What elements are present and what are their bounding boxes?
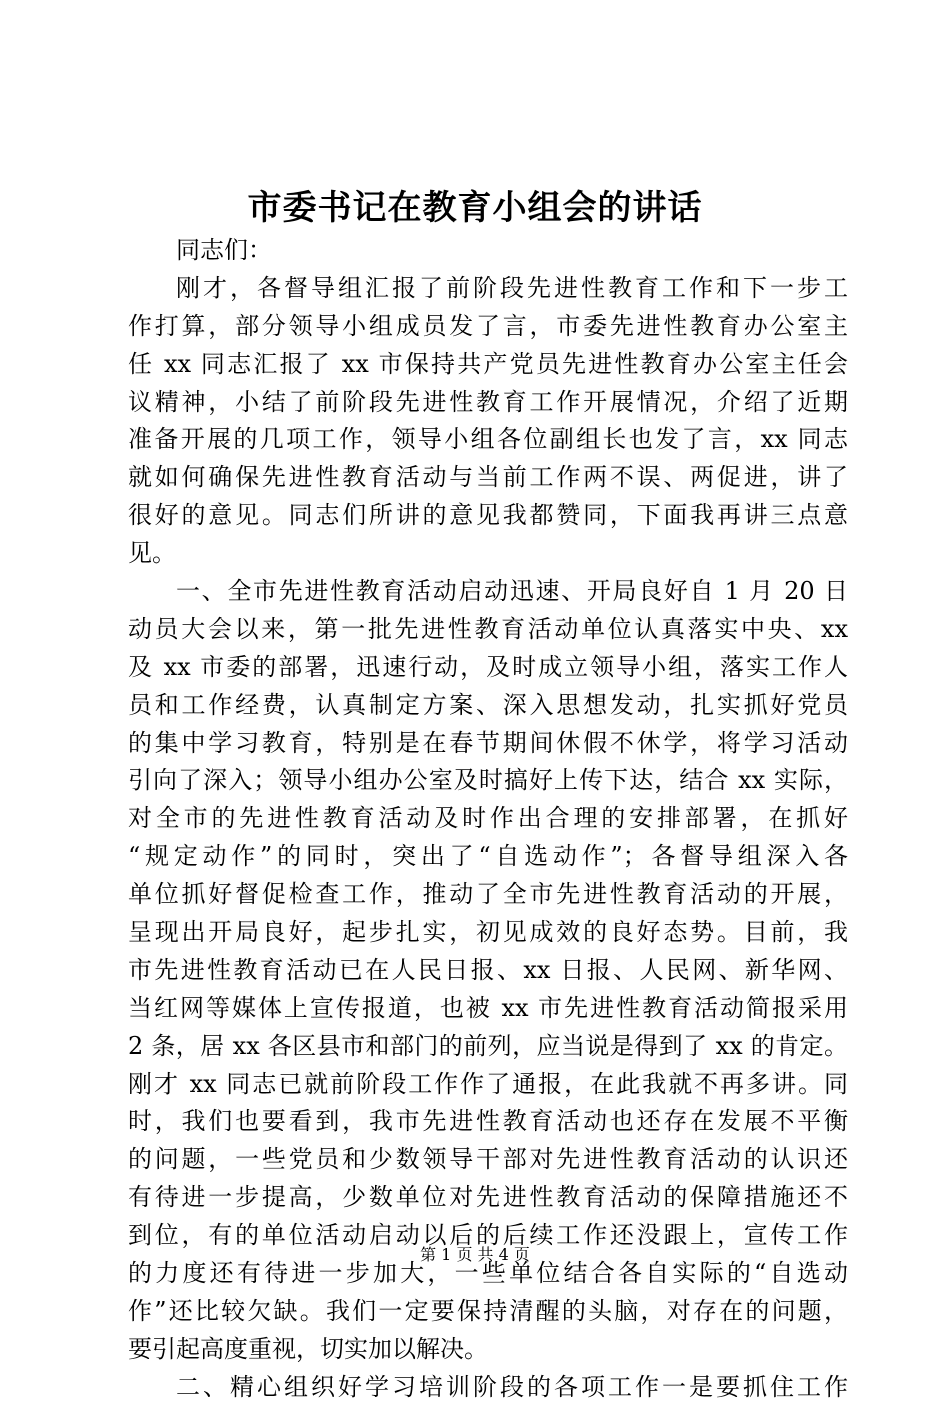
body-line: 的问题，一些党员和少数领导干部对先进性教育活动的认识还 (128, 1145, 848, 1174)
body-line: 议精神，小结了前阶段先进性教育工作开展情况，介绍了近期 (128, 387, 848, 416)
body-line: 刚才 xx 同志已就前阶段工作作了通报，在此我就不再多讲。同 (128, 1069, 848, 1098)
body-line: 当红网等媒体上宣传报道，也被 xx 市先进性教育活动简报采用 (128, 993, 848, 1022)
body-line: 呈现出开局良好，起步扎实，初见成效的良好态势。目前，我 (128, 918, 848, 947)
body-line: 动员大会以来，第一批先进性教育活动单位认真落实中央、xx (128, 614, 848, 643)
body-line: 准备开展的几项工作，领导小组各位副组长也发了言，xx 同志 (128, 425, 848, 454)
body-line: 就如何确保先进性教育活动与当前工作两不误、两促进，讲了 (128, 463, 848, 492)
body-line: 员和工作经费，认真制定方案、深入思想发动，扎实抓好党员 (128, 690, 848, 719)
body-line: 二、精心组织好学习培训阶段的各项工作一是要抓住工作 (176, 1372, 848, 1401)
salutation: 同志们： (176, 236, 272, 264)
body-line: 见。 (128, 539, 176, 568)
body-line: 任 xx 同志汇报了 xx 市保持共产党员先进性教育办公室主任会 (128, 349, 848, 378)
body-line: 刚才，各督导组汇报了前阶段先进性教育工作和下一步工 (176, 273, 848, 302)
body-line: “规定动作”的同时，突出了“自选动作”；各督导组深入各 (128, 842, 848, 871)
body-line: 及 xx 市委的部署，迅速行动，及时成立领导小组，落实工作人 (128, 652, 848, 681)
body-line: 单位抓好督促检查工作，推动了全市先进性教育活动的开展， (128, 880, 848, 909)
body-line: 的力度还有待进一步加大，一些单位结合各自实际的“自选动 (128, 1259, 848, 1288)
page-footer: 第 1 页 共 4 页 (420, 1245, 530, 1264)
body-line: 的集中学习教育，特别是在春节期间休假不休学，将学习活动 (128, 728, 848, 757)
body-line: 作”还比较欠缺。我们一定要保持清醒的头脑，对存在的问题， (128, 1296, 848, 1325)
body-line: 作打算，部分领导小组成员发了言，市委先进性教育办公室主 (128, 311, 848, 340)
body-line: 市先进性教育活动已在人民日报、xx 日报、人民网、新华网、 (128, 955, 848, 984)
body-line: 一、全市先进性教育活动启动迅速、开局良好自 1 月 20 日 (176, 577, 848, 606)
body-line: 2 条，居 xx 各区县市和部门的前列，应当说是得到了 xx 的肯定。 (128, 1031, 848, 1060)
body-line: 很好的意见。同志们所讲的意见我都赞同，下面我再讲三点意 (128, 501, 848, 530)
body-line: 要引起高度重视，切实加以解决。 (128, 1334, 488, 1363)
body-line: 到位，有的单位活动启动以后的后续工作还没跟上，宣传工作 (128, 1221, 848, 1250)
body-line: 有待进一步提高，少数单位对先进性教育活动的保障措施还不 (128, 1183, 848, 1212)
body-line: 对全市的先进性教育活动及时作出合理的安排部署，在抓好 (128, 804, 848, 833)
body-line: 时，我们也要看到，我市先进性教育活动也还存在发展不平衡 (128, 1107, 848, 1136)
document-title: 市委书记在教育小组会的讲话 (247, 188, 703, 228)
document-body (128, 232, 848, 1407)
body-text (128, 270, 848, 1407)
body-line: 引向了深入；领导小组办公室及时搞好上传下达，结合 xx 实际， (128, 766, 848, 795)
